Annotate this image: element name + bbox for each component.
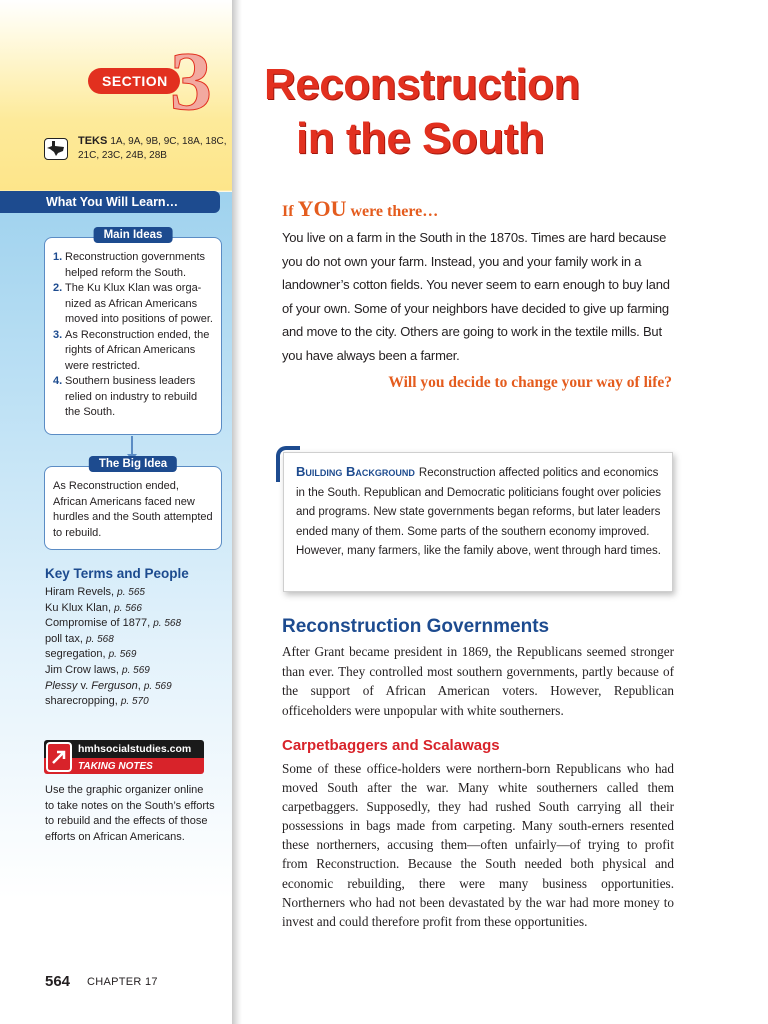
list-item: 4. Southern business leaders relied on industry to rebuild the South. (53, 375, 198, 418)
teks-label: TEKS (78, 135, 108, 147)
section-number: 3 (170, 35, 212, 128)
building-background-label: Building Background (296, 464, 415, 479)
taking-notes-label: TAKING NOTES (44, 758, 204, 774)
big-idea-label: The Big Idea (89, 456, 177, 472)
subsection-heading: Carpetbaggers and Scalawags (282, 737, 500, 754)
texas-icon (44, 138, 68, 160)
if-you-were-there-heading: If YOU were there… (282, 196, 439, 221)
key-terms-heading: Key Terms and People (45, 566, 189, 581)
teks-codes: 1A, 9A, 9B, 9C, 18A, 18C, 21C, 23C, 24B, 28B (78, 136, 227, 161)
what-you-will-learn-bar: What You Will Learn… (0, 191, 220, 213)
page-number: 564 (45, 973, 71, 990)
section-heading: Reconstruction Governments (282, 616, 550, 637)
main-ideas-box (44, 229, 222, 435)
building-background-text: Building Background Reconstruction affected politics and economics in the South. Republican and Democratic politicians fought over policies and programs. New state governments began reforms, but later leaders ended many of them. Some parts of the southern economy improved. However, many farmers, like the family above, went through hard times. (296, 464, 662, 558)
chapter-label: CHAPTER 17 (87, 976, 158, 988)
page-fold-shadow (232, 0, 242, 1024)
body-paragraph: After Grant became president in 1869, the Republicans seemed stronger than ever. They controlled most southern governments, partly because of the support of African American voters. However, Republican officeholders were unpopular with white southerners. (282, 644, 674, 718)
page-title (264, 58, 580, 166)
key-terms-list (45, 585, 181, 710)
list-item: 1. Reconstruction governments helped reform the South. (53, 251, 206, 279)
taking-notes-text: Use the graphic organizer online to take notes on the South’s efforts to rebuild and the effects of those efforts on African Americans. (45, 784, 215, 843)
list-item: sharecropping, p. 570 (45, 695, 149, 708)
scenario-text: You live on a farm in the South in the 1870s. Times are hard because you do not own your farm. Instead, you and your family work in a landowner’s cotton fields. You never seem to earn enough to buy land of your own. Some of your neighbors have decided to give up farming and move to the city. Others are going to work in the textile mills. But you have always been a farmer. (282, 230, 670, 363)
arrow-down-icon (131, 436, 133, 456)
main-ideas-list (45, 238, 221, 421)
list-item: poll tax, p. 568 (45, 632, 114, 645)
list-item: segregation, p. 569 (45, 648, 137, 661)
big-idea-text: As Reconstruction ended, African Americans faced new hurdles and the South attempted to rebuild. (53, 480, 213, 539)
list-item: Hiram Revels, p. 565 (45, 586, 145, 598)
list-item: 3. As Reconstruction ended, the rights of African Americans were restricted. (53, 328, 210, 372)
title-line-2: in the South (296, 114, 545, 163)
list-item: 2. The Ku Klux Klan was orga- nized as African Americans moved into positions of power. (53, 282, 213, 325)
website-link[interactable]: hmhsocialstudies.com (44, 740, 204, 758)
big-idea-box (44, 458, 222, 550)
online-arrow-icon (46, 742, 72, 772)
teks-block (44, 134, 229, 163)
section-label: SECTION (88, 68, 180, 94)
list-item: Ku Klux Klan, p. 566 (45, 601, 142, 614)
title-line-1: Reconstruction (264, 60, 580, 109)
list-item: Compromise of 1877, p. 568 (45, 617, 182, 630)
body-paragraph: Some of these office-holders were northern-born Republicans who had moved South after the war. Many white southerners called them carpetbaggers. Supposedly, they had rushed South carrying all their possessions in bags made from carpeting. Many south-erners resented these northerners, accusing them—often unfairly—of trying to profit from Reconstruction. Because the South needed both physical and economic rebuilding, there were many business opportunities. Northerners who had not been devastated by the war had more money to invest and could therefore profit from these opportunities. (282, 761, 674, 929)
main-ideas-label: Main Ideas (94, 227, 173, 243)
list-item: Jim Crow laws, p. 569 (45, 663, 150, 676)
list-item: Plessy v. Ferguson, p. 569 (45, 679, 172, 692)
scenario-question: Will you decide to change your way of life? (388, 374, 672, 391)
